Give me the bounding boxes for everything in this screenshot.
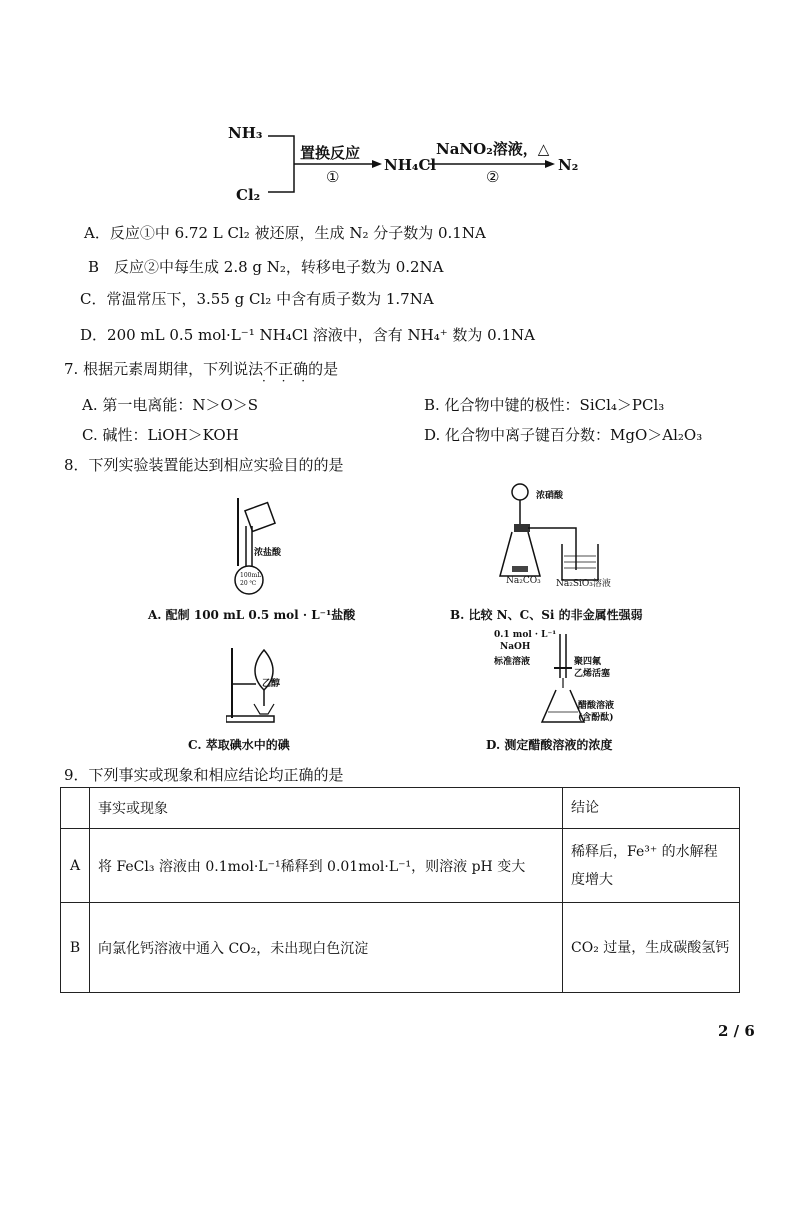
reactant-nh3: NH₃ <box>228 124 263 142</box>
q9-row-label: A <box>61 829 90 903</box>
q9-row-fact: 将 FeCl₃ 溶液由 0.1mol·L⁻¹稀释到 0.01mol·L⁻¹，则溶液 pH 变大 <box>90 829 563 903</box>
apparatus-d-label-indicator: (含酚酞) <box>578 713 614 723</box>
table-row <box>61 903 740 993</box>
q9-stem: 9．下列事实或现象和相应结论均正确的是 <box>64 766 344 784</box>
q7-stem: 7. 根据元素周期律，下列说法不正确的是 <box>64 360 339 378</box>
apparatus-a-flask-volume: 100mL <box>240 572 262 579</box>
apparatus-d-label-stopcock: 乙烯活塞 <box>574 669 611 679</box>
q8-stem: 8．下列实验装置能达到相应实验目的的是 <box>64 456 344 474</box>
q9-row-label: B <box>61 903 90 993</box>
q9-row-conclusion: CO₂ 过量，生成碳酸氢钙 <box>563 903 740 993</box>
q9-header-blank <box>61 788 90 829</box>
step1-number: ① <box>326 168 340 186</box>
apparatus-b-label-acid: 浓硝酸 <box>536 491 564 501</box>
page-number: 2 / 6 <box>718 1022 755 1040</box>
table-row <box>61 829 740 903</box>
q9-table <box>60 787 740 993</box>
apparatus-d-label-standard: 标准溶液 <box>494 657 531 667</box>
apparatus-d-label-conc: 0.1 mol · L⁻¹ <box>494 630 557 640</box>
q6-option-a: A．反应①中 6.72 L Cl₂ 被还原，生成 N₂ 分子数为 0.1NA <box>84 224 486 242</box>
apparatus-c-separatory-funnel-icon <box>226 644 296 724</box>
step2-condition: NaNO₂溶液，△ <box>436 140 550 158</box>
q7-emphasis-dots: · · · <box>262 374 312 388</box>
apparatus-d-caption: D. 测定醋酸溶液的浓度 <box>486 738 613 752</box>
reactant-cl2: Cl₂ <box>236 186 261 204</box>
apparatus-c-label: 乙醇 <box>262 679 281 689</box>
product-n2: N₂ <box>558 156 579 174</box>
apparatus-d-label-acetic: 醋酸溶液 <box>578 701 615 711</box>
table-row <box>61 788 740 829</box>
q7-option-d: D. 化合物中离子键百分数：MgO＞Al₂O₃ <box>424 426 703 444</box>
q6-option-d: D．200 mL 0.5 mol·L⁻¹ NH₄Cl 溶液中，含有 NH₄⁺ 数为 0.1NA <box>80 326 535 344</box>
q7-option-a: A. 第一电离能：N＞O＞S <box>82 396 259 414</box>
q7-option-b: B. 化合物中键的极性：SiCl₄＞PCl₃ <box>424 396 665 414</box>
apparatus-d-label-ptfe: 聚四氟 <box>574 657 602 667</box>
q9-row-fact: 向氯化钙溶液中通入 CO₂，未出现白色沉淀 <box>90 903 563 993</box>
apparatus-b-label-na2co3: Na₂CO₃ <box>506 576 541 586</box>
step2-number: ② <box>486 168 500 186</box>
q6-option-c: C．常温常压下，3.55 g Cl₂ 中含有质子数为 1.7NA <box>80 290 434 308</box>
product-nh4cl: NH₄Cl <box>384 156 437 174</box>
q6-option-b: B 反应②中每生成 2.8 g N₂，转移电子数为 0.2NA <box>88 258 444 276</box>
q9-row-conclusion: 稀释后，Fe³⁺ 的水解程度增大 <box>563 829 740 903</box>
q9-header-fact: 事实或现象 <box>90 788 563 829</box>
q7-option-c: C. 碱性：LiOH＞KOH <box>82 426 239 444</box>
apparatus-a-caption: A. 配制 100 mL 0.5 mol · L⁻¹盐酸 <box>148 608 356 622</box>
apparatus-b-label-na2sio3: Na₂SiO₃溶液 <box>556 579 611 589</box>
apparatus-a-flask-temp: 20 ℃ <box>240 580 257 587</box>
apparatus-a-label: 浓盐酸 <box>254 548 282 558</box>
step1-condition: 置换反应 <box>300 144 361 162</box>
q9-header-conclusion: 结论 <box>563 788 740 829</box>
apparatus-b-caption: B. 比较 N、C、Si 的非金属性强弱 <box>450 608 643 622</box>
apparatus-d-label-naoh: NaOH <box>500 642 531 652</box>
apparatus-c-caption: C. 萃取碘水中的碘 <box>188 738 290 752</box>
